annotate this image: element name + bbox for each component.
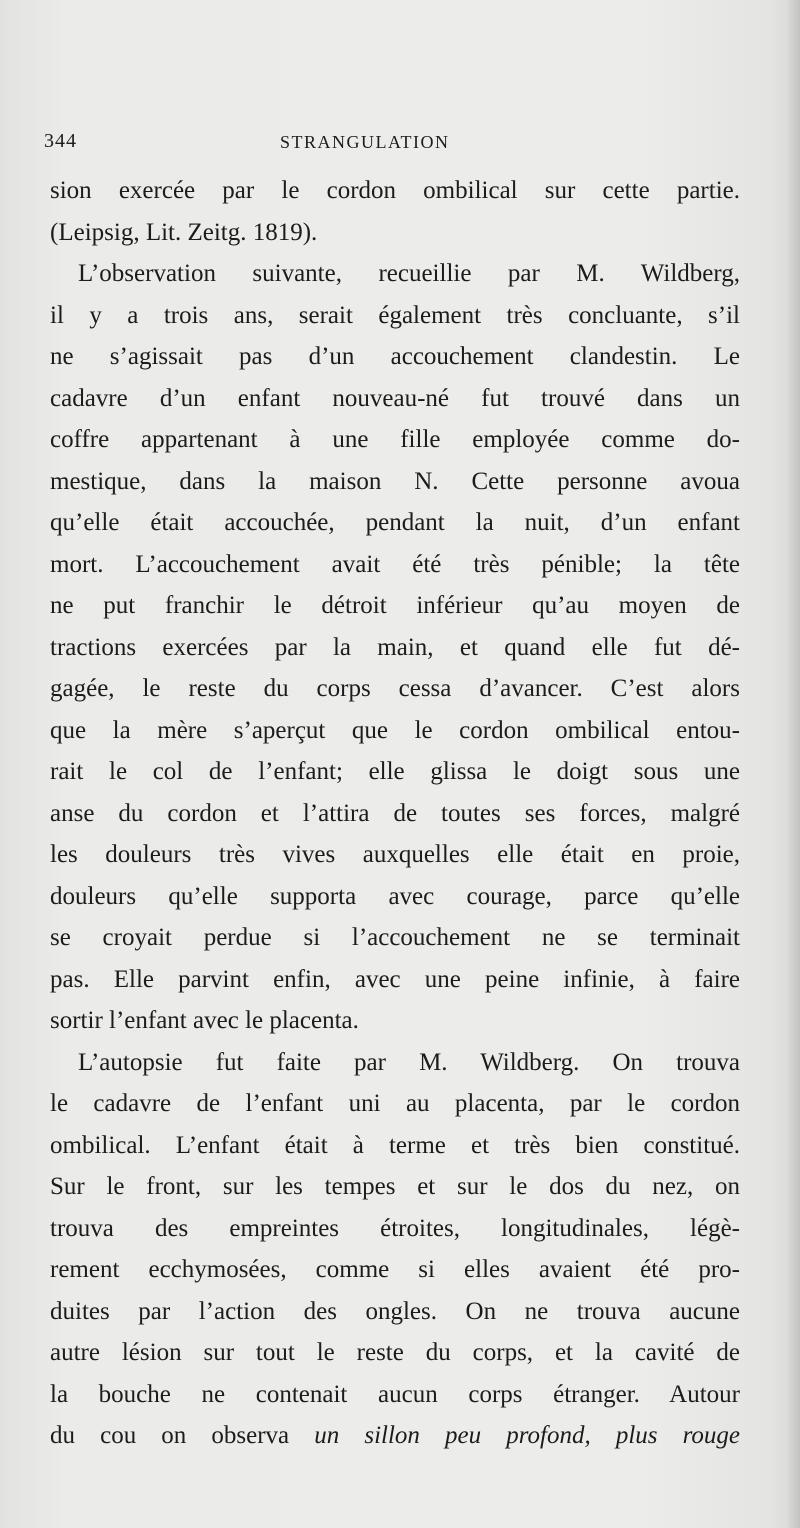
text-line: le cadavre de l’enfant uni au placenta, par le cordon	[50, 1090, 740, 1117]
paragraph-first-line: L’autopsie fut faite par M. Wildberg. On trouva	[78, 1048, 740, 1076]
text-line: douleurs qu’elle supporta avec courage, parce qu’elle	[50, 882, 740, 910]
text-line: autre lésion sur tout le reste du corps, et la cavité de	[50, 1339, 740, 1366]
text-line: mestique, dans la maison N. Cette personne avoua	[50, 467, 740, 495]
text-line: mort. L’accouchement avait été très pénible; la tête	[50, 550, 740, 578]
page-header	[44, 130, 744, 160]
running-title: STRANGULATION	[280, 132, 450, 152]
text-line: pas. Elle parvint enfin, avec une peine infinie, à faire	[50, 965, 740, 993]
text-line: se croyait perdue si l’accouchement ne se terminait	[50, 924, 740, 951]
page-number: 344	[44, 130, 77, 152]
text-line: duites par l’action des ongles. On ne trouva aucune	[50, 1297, 740, 1325]
page-edge-shadow	[786, 0, 800, 1528]
text-line: rement ecchymosées, comme si elles avaient été pro-	[50, 1256, 740, 1283]
text-line: tractions exercées par la main, et quand elle fut dé-	[50, 633, 740, 661]
text-line: gagée, le reste du corps cessa d’avancer. C’est alors	[50, 675, 740, 702]
text-line: les douleurs très vives auxquelles elle était en proie,	[50, 841, 740, 868]
text-line: anse du cordon et l’attira de toutes ses forces, malgré	[50, 799, 740, 827]
text-line-final	[50, 1415, 740, 1457]
text-line: ne put franchir le détroit inférieur qu’au moyen de	[50, 592, 740, 619]
body-text	[50, 170, 740, 1457]
text-line: qu’elle était accouchée, pendant la nuit, d’un enfant	[50, 509, 740, 536]
text-line: rait le col de l’enfant; elle glissa le doigt sous une	[50, 758, 740, 785]
text-line: coffre appartenant à une fille employée comme do-	[50, 426, 740, 453]
text-line: ne s’agissait pas d’un accouchement clandestin. Le	[50, 343, 740, 370]
text-line: sortir l’enfant avec le placenta.	[50, 1007, 359, 1034]
text-line: ombilical. L’enfant était à terme et très bien constitué.	[50, 1131, 740, 1159]
text-line: trouva des empreintes étroites, longitudinales, légè-	[50, 1214, 740, 1242]
text-line: cadavre d’un enfant nouveau-né fut trouvé dans un	[50, 384, 740, 412]
text-line: la bouche ne contenait aucun corps étranger. Autour	[50, 1380, 740, 1408]
paragraph-first-line: L’observation suivante, recueillie par M. Wildberg,	[78, 260, 740, 287]
text-line: (Leipsig, Lit. Zeitg. 1819).	[50, 218, 318, 246]
text-roman: du cou on observa	[50, 1422, 315, 1449]
text-line: sion exercée par le cordon ombilical sur cette partie.	[50, 177, 740, 204]
text-line: que la mère s’aperçut que le cordon ombilical entou-	[50, 716, 740, 744]
text-italic: un sillon peu profond, plus rouge	[314, 1422, 740, 1449]
text-line: Sur le front, sur les tempes et sur le dos du nez, on	[50, 1173, 740, 1200]
text-line: il y a trois ans, serait également très concluante, s’il	[50, 301, 740, 329]
